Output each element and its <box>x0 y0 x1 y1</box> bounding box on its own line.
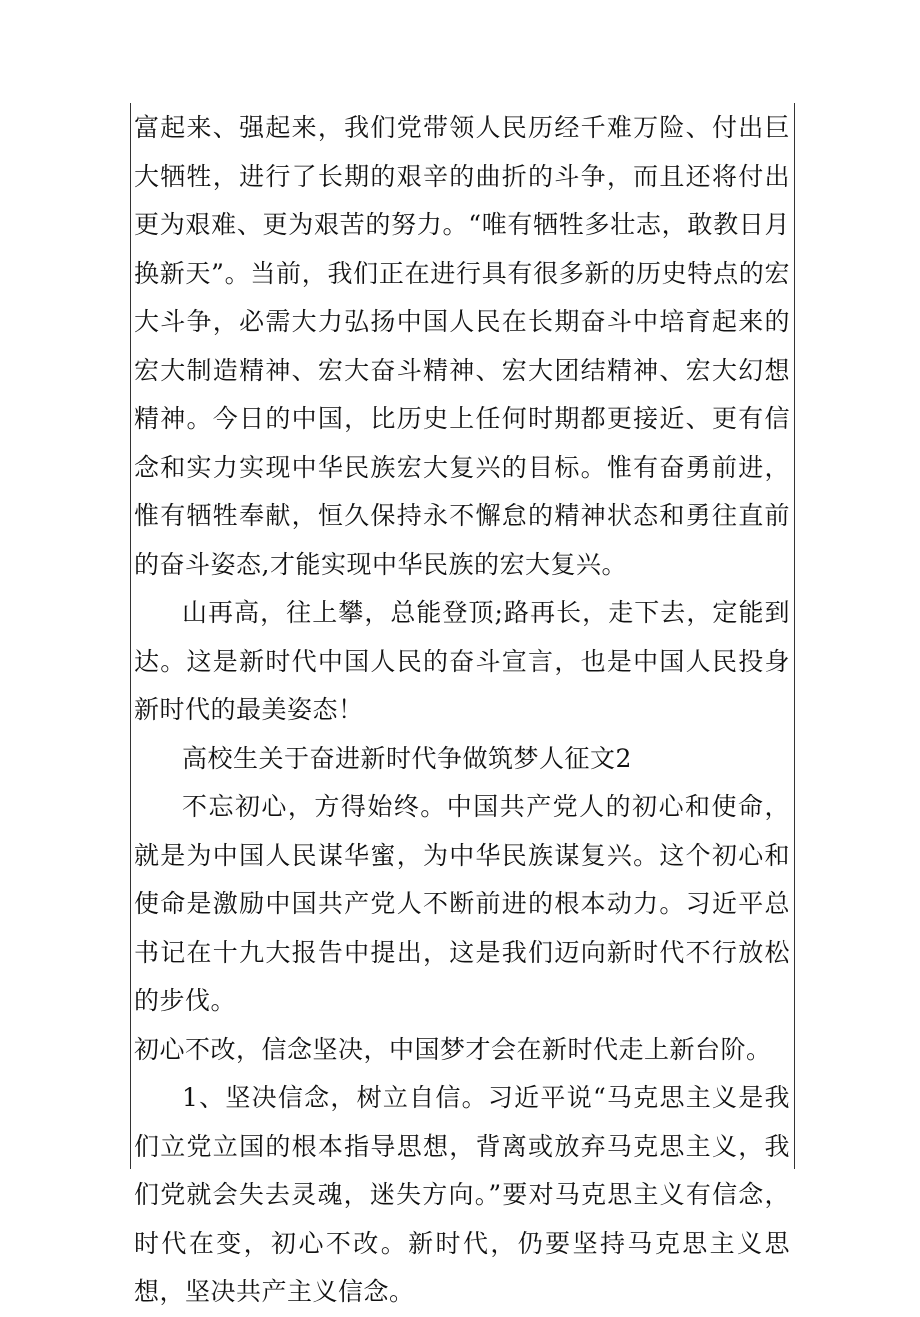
essay-heading: 高校生关于奋进新时代争做筑梦人征文2 <box>182 743 632 773</box>
document-body <box>134 104 790 1317</box>
paragraph-2: 山再高，往上攀，总能登顶;路再长，走下去，定能到达。这是新时代中国人民的奋斗宣言，也是中国人民投身新时代的最美姿态！ <box>134 598 790 724</box>
table-right-border <box>794 103 795 1169</box>
paragraph-4: 初心不改，信念坚决，中国梦才会在新时代走上新台阶。 <box>134 1034 772 1064</box>
paragraph-3: 不忘初心，方得始终。中国共产党人的初心和使命，就是为中国人民谋华蜜，为中华民族谋复兴。这个初心和使命是激励中国共产党人不断前进的根本动力。习近平总书记在十九大报告中提出，这是我们迈向新时代不行放松的步伐。 <box>134 792 790 1015</box>
table-left-border <box>130 103 131 1169</box>
paragraph-1: 富起来、强起来，我们党带领人民历经千难万险、付出巨大牺牲，进行了长期的艰辛的曲折的斗争，而且还将付出更为艰难、更为艰苦的努力。“唯有牺牲多壮志，敢教日月换新天”。当前，我们正在进行具有很多新的历史特点的宏大斗争，必需大力弘扬中国人民在长期奋斗中培育起来的宏大制造精神、宏大奋斗精神、宏大团结精神、宏大幻想精神。今日的中国，比历史上任何时期都更接近、更有信念和实力实现中华民族宏大复兴的目标。惟有奋勇前进，惟有牺牲奉献，恒久保持永不懈怠的精神状态和勇往直前的奋斗姿态,才能实现中华民族的宏大复兴。 <box>134 113 790 579</box>
paragraph-5: 1、坚决信念，树立自信。习近平说“马克思主义是我们立党立国的根本指导思想，背离或放弃马克思主义，我们党就会失去灵魂，迷失方向。”要对马克思主义有信念，时代在变，初心不改。新时代，仍要坚持马克思主义思想，坚决共产主义信念。 <box>134 1083 790 1306</box>
